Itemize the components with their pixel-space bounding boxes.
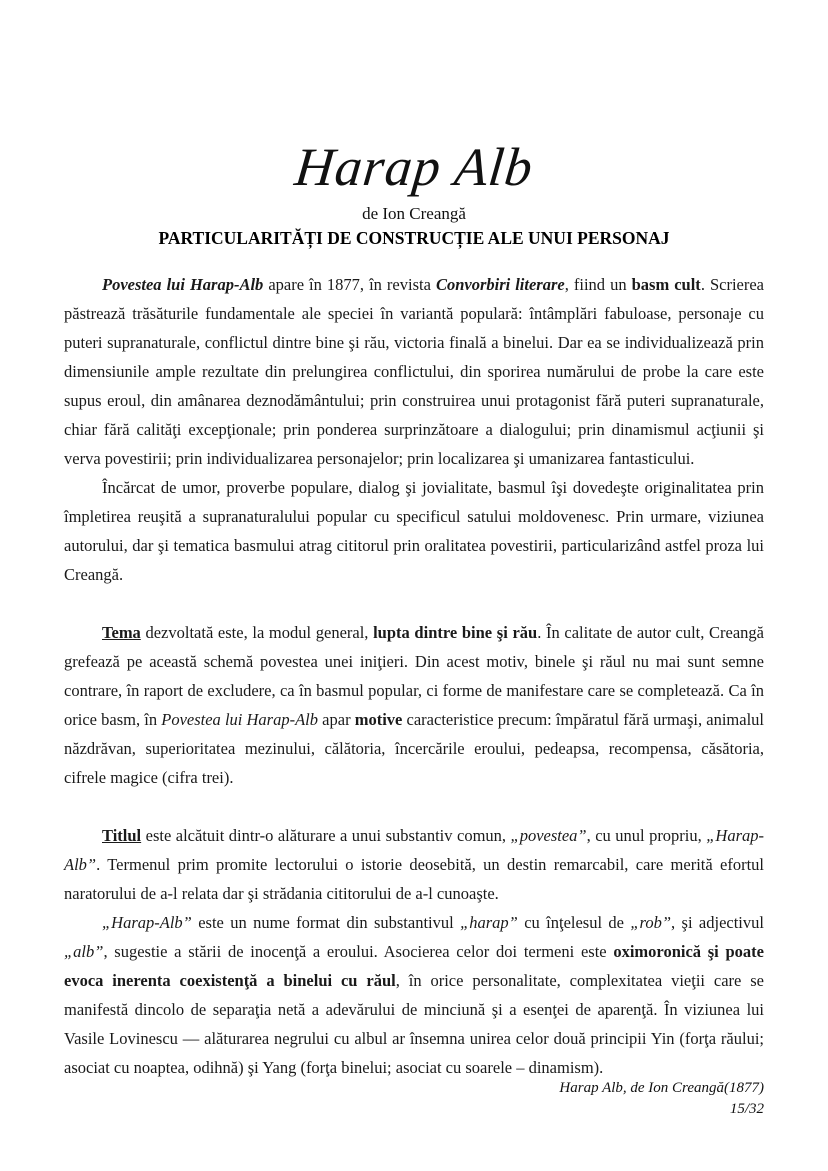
byline: de Ion Creangă [362,204,466,224]
document-body [64,270,764,1082]
footer-page-number: 15/32 [729,1101,764,1118]
paragraph-titlul: Titlul este alcătuit dintr-o alăturare a unui substantiv comun, „povestea”, cu unul propriu, „Harap-Alb”. Termenul prim promite lectorului o istorie deosebită, un destin remarcabil, care merită efortul naratorului de a-l relata dar şi strădania cititorului de a-l cunoaşte. [64,825,765,903]
paragraph-humor: Încărcat de umor, proverbe populare, dialog şi jovialitate, basmul îşi dovedeşte originalitatea prin împletirea reuşită a supranaturalului popular cu specificul satului moldovenesc. Prin urmare, viziunea autorului, dar şi tematica basmului atrag cititorul prin oralitatea povestirii, particularizând astfel proza lui Creangă. [64,477,764,584]
paragraph-intro: Povestea lui Harap-Alb apare în 1877, în revista Convorbiri literare, fiind un basm cult. Scrierea păstrează trăsăturile fundamentale ale speciei în variantă populară: întâmplări fabuloase, personaje cu puteri supranaturale, conflictul dintre bine şi rău, victoria finală a binelui. Dar ea se individualizează prin dimensiunile ample rezultate din prelungirea conflictului, din sporirea numărului de probe la care este supus eroul, din amânarea deznodământului; prin construirea unui protagonist fără puteri supranaturale, chiar fără calităţi excepţionale; prin ponderea surprinzătoare a dialogului; prin dinamismul acţiunii şi verva povestirii; prin individualizarea personajelor; prin localizarea şi umanizarea fantasticului. [64,274,765,468]
footer-source: Harap Alb, de Ion Creangă(1877) [559,1079,764,1096]
script-title: Harap Alb [292,137,536,197]
paragraph-tema: Tema dezvoltată este, la modul general, lupta dintre bine şi rău. În calitate de autor cult, Creangă grefează pe această schemă povestea unei iniţieri. Din acest motiv, binele şi răul nu mai sunt semne contrare, în raport de excludere, ca în basmul popular, ci forme de manifestare care se completează. Ca în orice basm, în Povestea lui Harap-Alb apar motive caracteristice precum: împăratul fără urmaşi, animalul năzdrăvan, superioritatea mezinului, călătoria, încercările eroului, pedeapsa, recompensa, căsătoria, cifrele magice (cifra trei). [64,622,765,787]
main-heading: PARTICULARITĂȚI DE CONSTRUCȚIE ALE UNUI PERSONAJ [158,228,670,249]
paragraph-harap-alb-meaning: „Harap-Alb” este un nume format din substantivul „harap” cu înţelesul de „rob”, şi adjectivul „alb”, sugestie a stării de inocenţă a eroului. Asocierea celor doi termeni este oximoronică şi poate evoca inerenta coexistenţă a binelui cu răul, în orice personalitate, complexitatea vieţii care se manifestă dincolo de separaţia netă a adevărului de minciună şi a esenţei de aparenţă. În viziunea lui Vasile Lovinescu — alăturarea negrului cu albul ar însemna unirea celor două principii Yin (forţa răului; asociat cu noaptea, odihnă) şi Yang (forţa binelui; asociat cu soarele – dinamism). [64,912,765,1077]
page-footer [559,1078,764,1122]
